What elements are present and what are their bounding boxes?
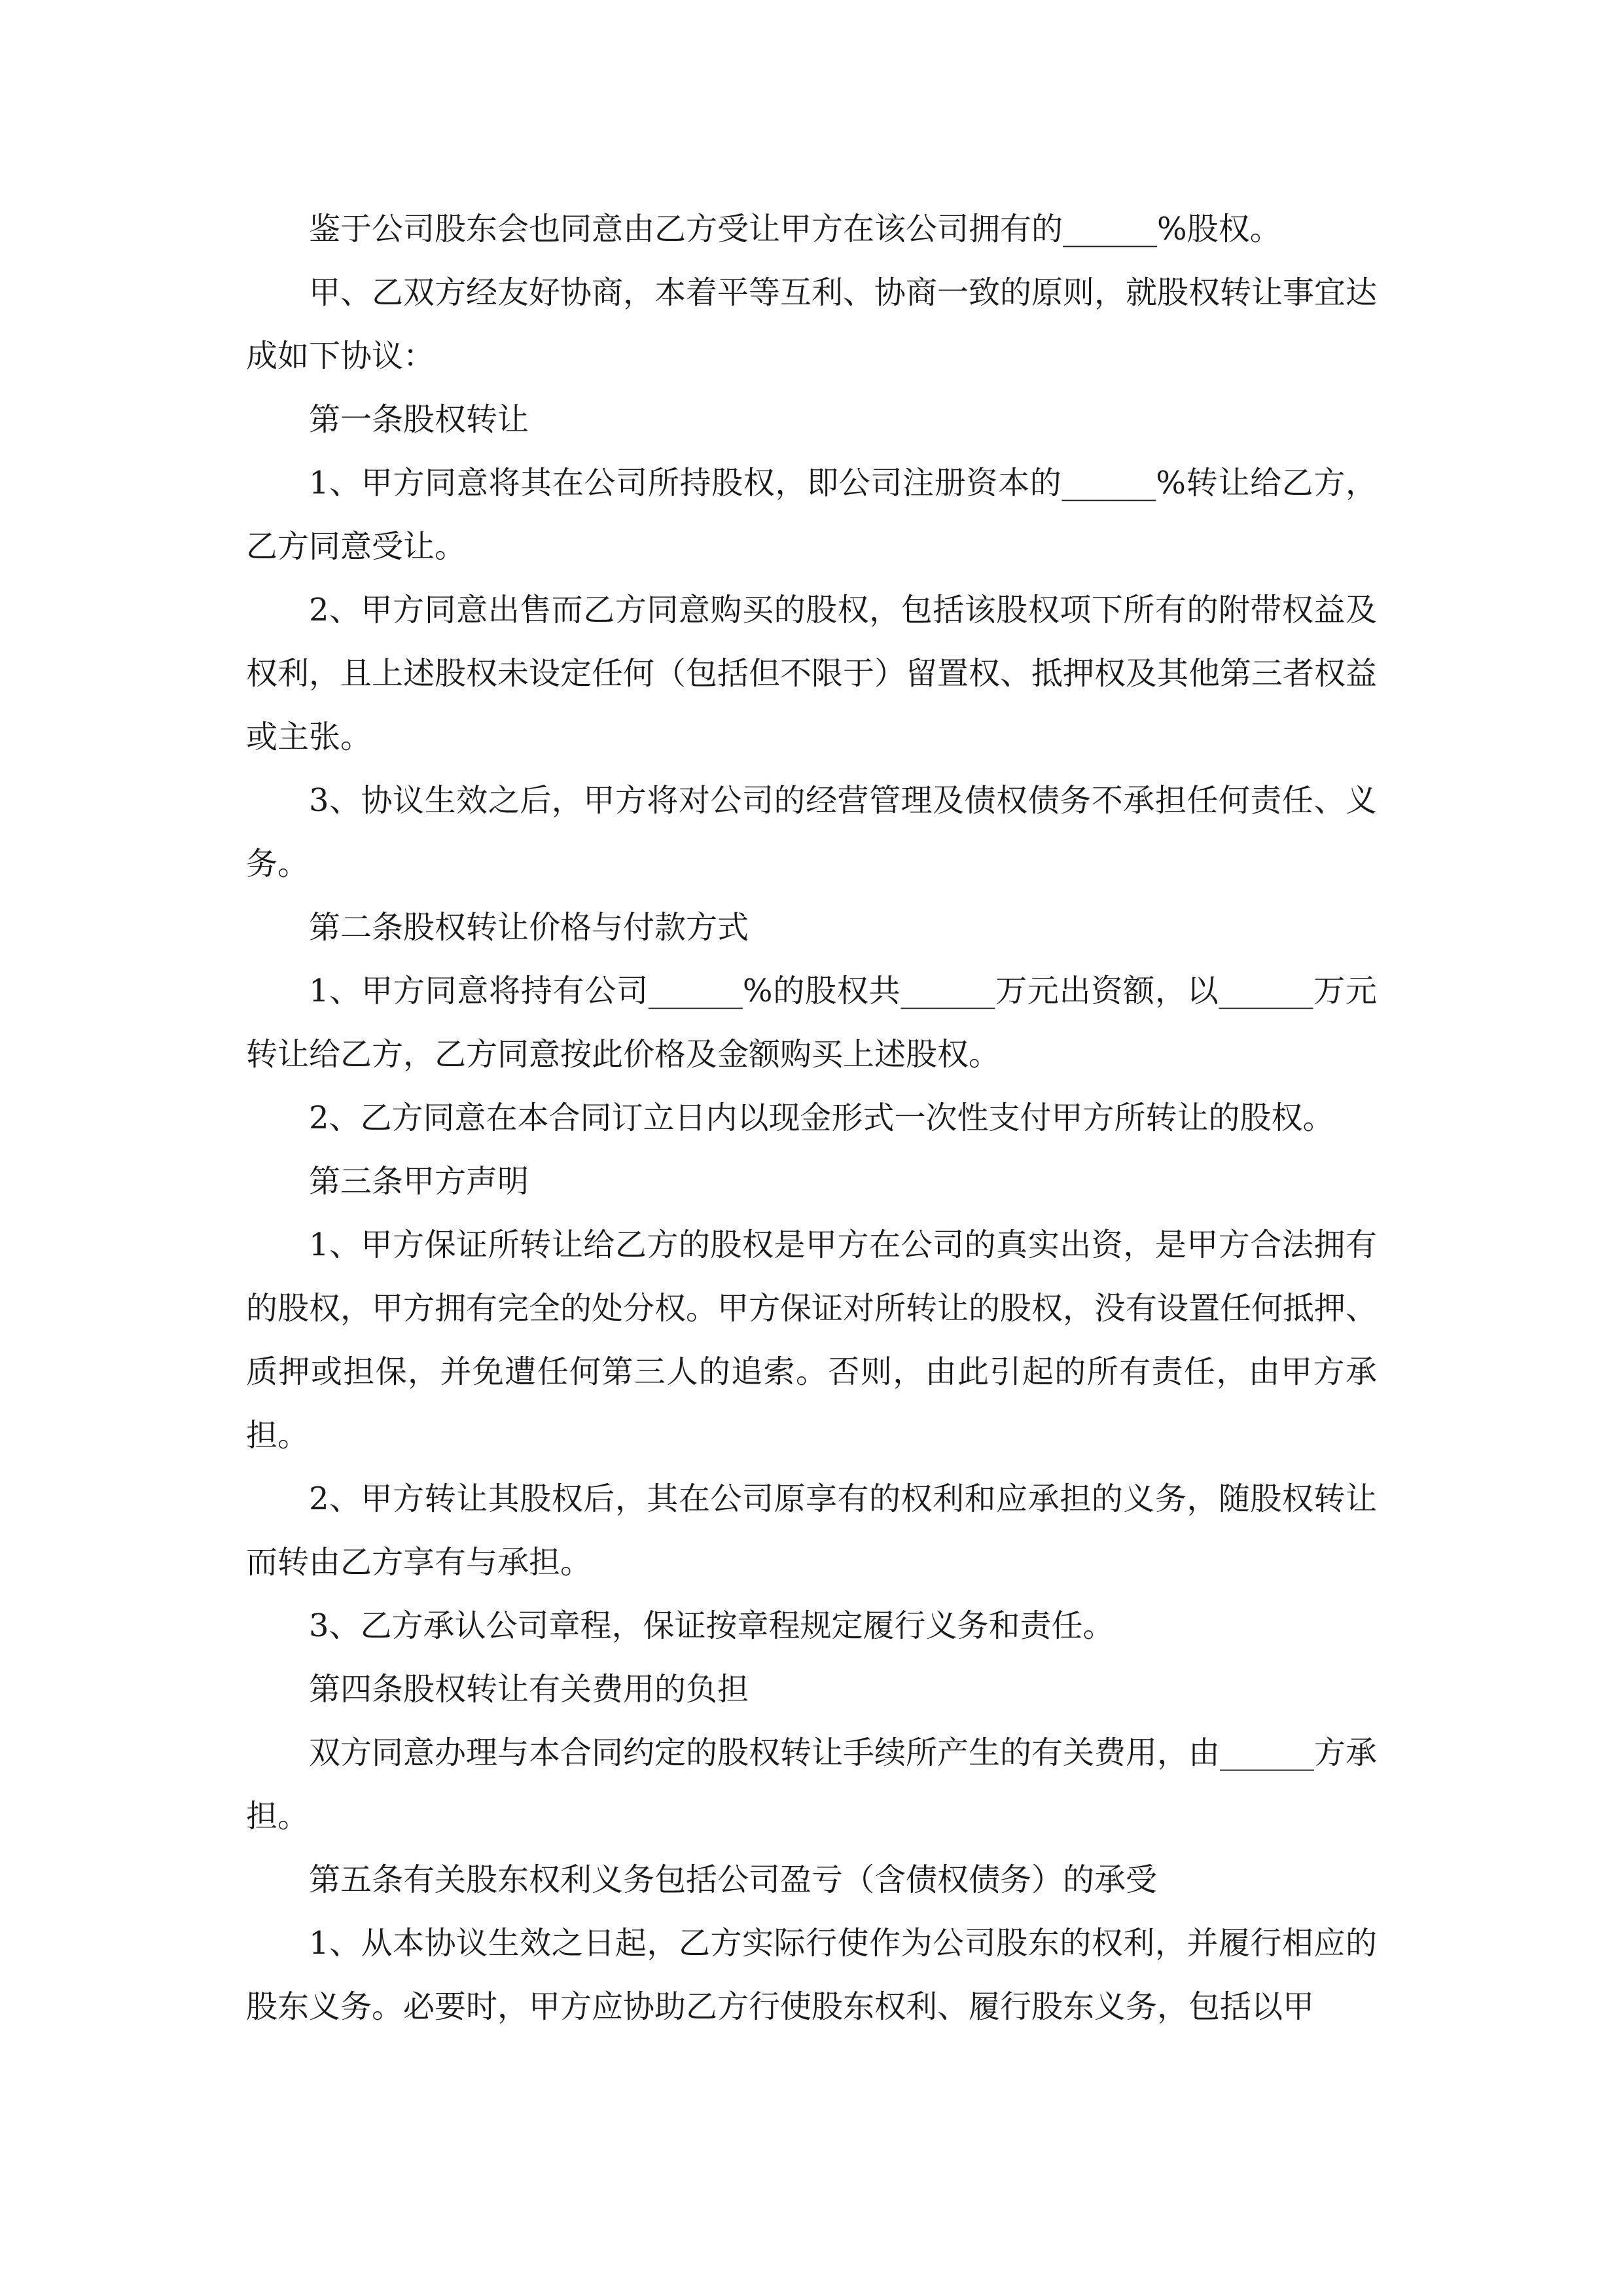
paragraph-preamble-share: 鉴于公司股东会也同意由乙方受让甲方在该公司拥有的______%股权。	[309, 211, 1281, 247]
article-5-heading: 第五条有关股东权利义务包括公司盈亏（含债权债务）的承受	[309, 1861, 1158, 1898]
article-3-clause-1: 1、甲方保证所转让给乙方的股权是甲方在公司的真实出资，是甲方合法拥有的股权，甲方拥有完全的处分权。甲方保证对所转让的股权，没有设置任何抵押、质押或担保，并免遭任何第三人的追索。否则，由此引起的所有责任，由甲方承担。	[246, 1227, 1378, 1454]
article-4-body: 双方同意办理与本合同约定的股权转让手续所产生的有关费用，由______方承担。	[246, 1734, 1378, 1835]
article-1-clause-1: 1、甲方同意将其在公司所持股权，即公司注册资本的______%转让给乙方，乙方同意受让。	[246, 465, 1377, 565]
article-3-clause-3: 3、乙方承认公司章程，保证按章程规定履行义务和责任。	[309, 1607, 1115, 1644]
article-5-clause-1: 1、从本协议生效之日起，乙方实际行使作为公司股东的权利，并履行相应的股东义务。必要时，甲方应协助乙方行使股东权利、履行股东义务，包括以甲	[246, 1925, 1377, 2025]
article-1-clause-3: 3、协议生效之后，甲方将对公司的经营管理及债权债务不承担任何责任、义务。	[246, 782, 1377, 882]
article-2-clause-2: 2、乙方同意在本合同订立日内以现金形式一次性支付甲方所转让的股权。	[309, 1100, 1334, 1136]
article-4-heading: 第四条股权转让有关费用的负担	[309, 1671, 749, 1708]
document-body	[246, 198, 1377, 2039]
article-3-clause-2: 2、甲方转让其股权后，其在公司原享有的权利和应承担的义务，随股权转让而转由乙方享有与承担。	[246, 1480, 1377, 1581]
article-3-heading: 第三条甲方声明	[309, 1163, 529, 1200]
article-2-clause-1: 1、甲方同意将持有公司______%的股权共______万元出资额，以______万元转让给乙方，乙方同意按此价格及金额购买上述股权。	[246, 973, 1377, 1073]
article-2-heading: 第二条股权转让价格与付款方式	[309, 909, 749, 946]
article-1-heading: 第一条股权转让	[309, 401, 529, 438]
article-1-clause-2: 2、甲方同意出售而乙方同意购买的股权，包括该股权项下所有的附带权益及权利，且上述股权未设定任何（包括但不限于）留置权、抵押权及其他第三者权益或主张。	[246, 592, 1378, 755]
paragraph-preamble-agreement: 甲、乙双方经友好协商，本着平等互利、协商一致的原则，就股权转让事宜达成如下协议：	[246, 274, 1378, 374]
